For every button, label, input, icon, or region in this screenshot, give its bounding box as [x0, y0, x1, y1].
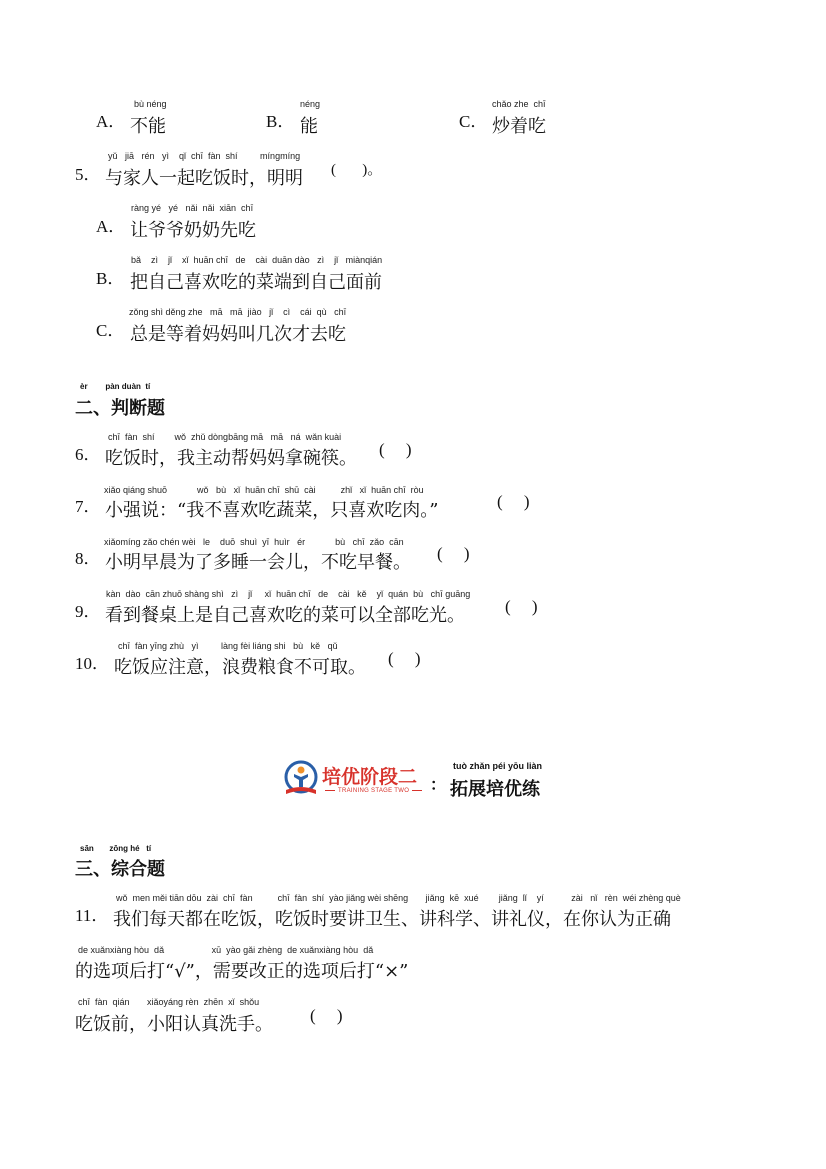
question-number: 6． — [75, 445, 101, 464]
question-pinyin: xiǎo qiáng shuō wǒ bù xǐ huān chī shū cài zhǐ xǐ huān chī ròu — [104, 485, 424, 495]
question-text: 我们每天都在吃饭，吃饭时要讲卫生、讲科学、讲礼仪，在你认为正确 — [113, 909, 671, 930]
banner-title: 培优阶段二 — [322, 766, 418, 788]
option-pinyin: bù néng — [134, 99, 167, 109]
section-title: 三、综合题 — [75, 859, 165, 880]
question-text: 与家人一起吃饭时，明明 — [105, 168, 303, 189]
question-number: 7． — [75, 497, 101, 516]
answer-blank[interactable]: ( ) — [310, 1006, 343, 1025]
question-text: 看到餐桌上是自己喜欢吃的菜可以全部吃光。 — [105, 605, 465, 626]
question-number: 10． — [75, 654, 109, 673]
section-pinyin: sān zōng hé tí — [80, 844, 152, 853]
option-text: 总是等着妈妈叫几次才去吃 — [130, 324, 346, 345]
question-pinyin: xiǎomíng zǎo chén wèi le duō shuì yī huìr ér bù chī zǎo cān — [104, 537, 404, 547]
item-pinyin: chī fàn qián xiǎoyáng rèn zhēn xǐ shǒu — [78, 997, 260, 1007]
question-number: 8． — [75, 549, 101, 568]
question-pinyin: chī fàn shí wǒ zhǔ dòngbāng mā mā ná wǎn kuài — [108, 432, 342, 442]
answer-blank[interactable]: ( ) — [388, 649, 421, 668]
person-reaching-book-icon — [282, 760, 320, 800]
option-text: 不能 — [130, 116, 166, 137]
answer-blank[interactable]: ( ) — [437, 544, 470, 563]
option-pinyin: bǎ zì jǐ xǐ huān chī de cài duān dào zì jǐ miànqián — [131, 255, 383, 265]
option-label: A． — [96, 217, 126, 236]
banner-pinyin: tuò zhǎn péi yōu liàn — [453, 761, 543, 771]
question-text: 的选项后打“√”，需要改正的选项后打“×” — [75, 961, 409, 982]
question-pinyin: chī fàn yīng zhù yì làng fèi liáng shi bù kě qǔ — [118, 641, 338, 651]
question-pinyin: de xuǎnxiàng hòu dǎ xū yào gǎi zhèng de xuǎnxiàng hòu dǎ — [78, 945, 374, 955]
question-text: 小强说：“我不喜欢吃蔬菜，只喜欢吃肉。” — [105, 500, 439, 521]
item-text: 吃饭前，小阳认真洗手。 — [75, 1014, 273, 1035]
option-pinyin: zǒng shì děng zhe mā mā jiào jǐ cì cái qù chī — [129, 307, 347, 317]
option-label: C． — [96, 321, 125, 340]
question-pinyin: kàn dào cān zhuō shàng shì zì jǐ xǐ huān chī de cài kě yǐ quán bù chī guāng — [106, 589, 471, 599]
banner-subtitle: TRAINING STAGE TWO — [322, 788, 425, 794]
answer-blank[interactable]: ( ) — [497, 492, 530, 511]
option-label: A． — [96, 112, 126, 131]
answer-blank[interactable]: ( ) — [379, 440, 412, 459]
stage-banner — [282, 758, 572, 804]
option-text: 让爷爷奶奶先吃 — [130, 220, 256, 241]
question-text: 吃饭时，我主动帮妈妈拿碗筷。 — [105, 448, 357, 469]
answer-blank[interactable]: ( ) — [505, 597, 538, 616]
option-pinyin: néng — [300, 99, 321, 109]
section-title: 二、判断题 — [75, 398, 165, 419]
banner-colon: ： — [430, 775, 447, 794]
banner-text: 拓展培优练 — [450, 779, 540, 800]
question-pinyin: yǔ jiā rén yì qǐ chī fàn shí míngmíng — [108, 151, 301, 161]
question-number: 9． — [75, 602, 101, 621]
question-text: 小明早晨为了多睡一会儿，不吃早餐。 — [105, 552, 411, 573]
question-pinyin: wǒ men měi tiān dōu zài chī fàn chī fàn shí yào jiǎng wèi shēng jiǎng kē xué jiǎng lǐ yí zài nǐ rèn wéi zhèng què — [116, 893, 681, 903]
option-text: 能 — [300, 116, 318, 137]
section-pinyin: èr pàn duàn tí — [80, 382, 151, 391]
question-number: 11． — [75, 906, 109, 925]
option-pinyin: ràng yé yé nǎi nǎi xiān chī — [131, 203, 254, 213]
question-text: 吃饭应注意，浪费粮食不可取。 — [114, 657, 366, 678]
option-label: B． — [96, 269, 125, 288]
option-text: 把自己喜欢吃的菜端到自己面前 — [130, 272, 382, 293]
option-label: B． — [266, 112, 295, 131]
answer-blank[interactable]: ( )。 — [331, 162, 383, 178]
question-number: 5． — [75, 165, 101, 184]
option-pinyin: chǎo zhe chī — [492, 99, 546, 109]
option-text: 炒着吃 — [492, 116, 546, 137]
option-label: C． — [459, 112, 488, 131]
